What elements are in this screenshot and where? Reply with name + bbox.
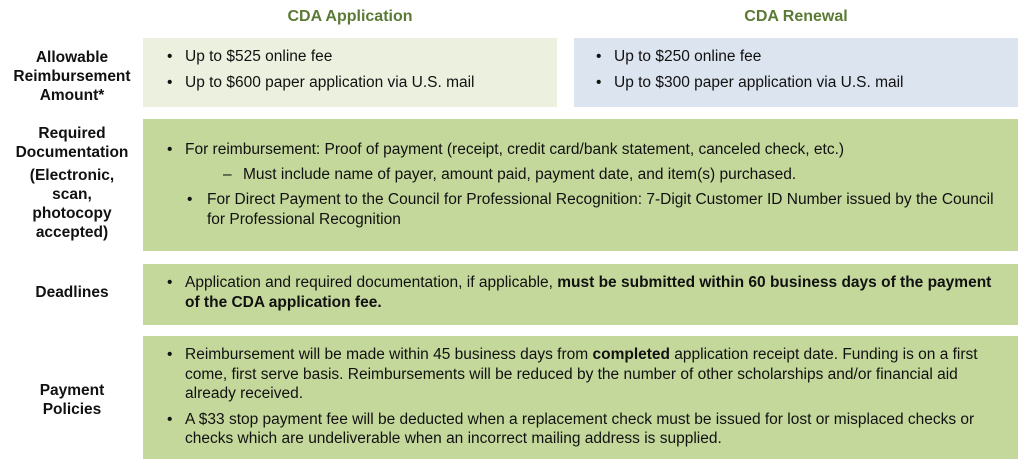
list-item: • Up to $600 paper application via U.S. mail xyxy=(165,73,547,93)
policy-bold-text: completed xyxy=(592,346,670,363)
label-line: photocopy xyxy=(32,205,112,222)
label-line: accepted) xyxy=(35,224,109,241)
label-line: Documentation xyxy=(15,144,129,161)
label-line: (Electronic, xyxy=(29,167,115,184)
row-label-allowable xyxy=(0,40,144,112)
list-item xyxy=(165,273,1004,312)
deadlines-box xyxy=(143,264,1018,325)
row-label-payment xyxy=(0,336,144,464)
column-header-renewal: CDA Renewal xyxy=(744,8,848,25)
label-line: Deadlines xyxy=(35,283,109,301)
renewal-amount-box xyxy=(574,38,1018,107)
label-line: Policies xyxy=(42,401,102,418)
list-item: • For Direct Payment to the Council for Professional Recognition: 7-Digit Customer ID Number issued by the Council for Professional Recognition xyxy=(165,190,1004,229)
list-item: • Up to $250 online fee xyxy=(594,47,1008,67)
label-line: Allowable xyxy=(35,48,109,66)
label-line: Payment xyxy=(39,382,105,399)
label-line: Reimbursement xyxy=(13,67,131,85)
list-item: • A $33 stop payment fee will be deducted when a replacement check must be issued for lost or misplaced checks or checks which are undeliverable when an incorrect mailing address is supplied. xyxy=(165,410,1004,449)
deadline-text: Application and required documentation, if applicable, xyxy=(185,274,558,291)
list-item: • Up to $300 paper application via U.S. mail xyxy=(594,73,1008,93)
documentation-box xyxy=(143,119,1018,251)
label-line: scan, xyxy=(52,186,92,203)
list-item: • For reimbursement: Proof of payment (receipt, credit card/bank statement, canceled check, etc.) xyxy=(165,140,1004,160)
row-label-documentation xyxy=(0,124,144,244)
policy-text: application receipt date. Funding is on a first come, first serve basis. Reimbursements will be reduced by the number of other scholarships and/or financial aid already received. xyxy=(185,346,978,402)
label-line: Amount* xyxy=(39,86,105,104)
policy-text: Reimbursement will be made within 45 business days from xyxy=(185,346,593,363)
label-line: Required xyxy=(38,125,106,142)
application-amount-box xyxy=(143,38,557,107)
payment-policies-box xyxy=(143,336,1018,459)
deadline-bold-text: must be submitted within 60 business days of the payment of the CDA application fee. xyxy=(185,274,992,311)
column-header-application: CDA Application xyxy=(287,8,413,25)
row-label-deadlines xyxy=(0,263,144,321)
list-item xyxy=(165,345,1004,404)
sub-list-item: – Must include name of payer, amount paid, payment date, and item(s) purchased. xyxy=(165,165,1004,185)
list-item: • Up to $525 online fee xyxy=(165,47,547,67)
